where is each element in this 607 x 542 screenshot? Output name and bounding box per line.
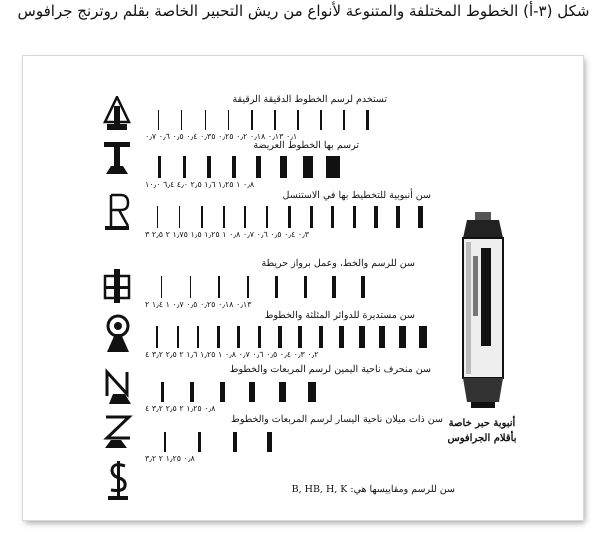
- right-slant-nib-icon: [103, 368, 133, 408]
- ink-stroke-sample: [237, 326, 240, 348]
- row-1-strokes: [147, 110, 379, 130]
- ink-stroke-sample: [247, 276, 249, 298]
- ink-stroke-sample: [374, 206, 378, 228]
- ink-stroke-sample: [197, 326, 199, 348]
- ink-stroke-sample: [179, 206, 180, 228]
- ink-stroke-sample: [304, 276, 307, 298]
- broad-t-nib-icon: [103, 140, 131, 176]
- row-label-4: سن للرسم والخط، وعمل برواز حريطة: [261, 258, 415, 269]
- ink-stroke-sample: [233, 432, 237, 452]
- ink-stroke-sample: [320, 110, 322, 130]
- row-5-strokes: [147, 326, 433, 348]
- ink-stroke-sample: [339, 326, 344, 348]
- ink-stroke-sample: [298, 326, 302, 348]
- row-6-strokes: [147, 382, 327, 402]
- ink-stroke-sample: [218, 276, 220, 298]
- row-label-3: سن أنبوبية للتخطيط بها في الاستنسل: [282, 190, 431, 201]
- row-label-2: ترسم بها الخطوط العريضة: [253, 140, 359, 151]
- ink-stroke-sample: [274, 110, 276, 130]
- ink-stroke-sample: [279, 382, 286, 402]
- round-nib-icon: [103, 314, 133, 354]
- row-label-7: سن ذات ميلان ناحية اليسار لرسم المربعات والخطوط: [231, 414, 443, 425]
- ink-stroke-sample: [297, 110, 299, 130]
- ink-stroke-sample: [343, 110, 345, 130]
- row-sizes-3: ٠٫٣ ٠٫٤ ٠٫٥ ٠٫٦ ٠٫٧ ٠٫٨ ١ ١٫٢٥ ١٫٥ ١٫٧٥ ٢ ٢٫٥ ٣: [145, 230, 310, 239]
- ink-stroke-sample: [181, 110, 182, 130]
- ink-stroke-sample: [303, 156, 313, 178]
- ink-stroke-sample: [249, 382, 255, 402]
- pencil-nib-icon: [105, 460, 131, 502]
- ink-stroke-sample: [223, 206, 225, 228]
- row-sizes-4: ٠٫١٣ ٠٫١٨ ٠٫٢٥ ٠٫٥ ٠٫٧ ١ ١٫٤ ٢: [145, 300, 252, 309]
- ink-stroke-sample: [332, 276, 336, 298]
- ink-stroke-sample: [267, 432, 272, 452]
- stencil-nib-icon: [103, 192, 131, 232]
- ink-stroke-sample: [319, 326, 323, 348]
- figure-plate: [23, 56, 583, 520]
- ink-stroke-sample: [379, 326, 385, 348]
- ink-stroke-sample: [161, 276, 162, 298]
- row-sizes-5: ٠٫٢ ٠٫٣ ٠٫٤ ٠٫٥ ٠٫٦ ٠٫٧ ٠٫٨ ١ ١٫٢٥ ١٫٦ ٢ ٢٫٥ ٣٫٢ ٤: [145, 350, 319, 359]
- ink-stroke-sample: [308, 382, 316, 402]
- ink-stroke-sample: [183, 156, 186, 178]
- ink-stroke-sample: [190, 276, 191, 298]
- ink-stroke-sample: [359, 326, 365, 348]
- ink-stroke-sample: [278, 326, 282, 348]
- ink-stroke-sample: [399, 326, 406, 348]
- ink-tube-icon: [453, 212, 513, 412]
- ink-stroke-sample: [275, 276, 278, 298]
- ink-tube-caption-line-2: بأقلام الجرافوس: [447, 433, 517, 444]
- ink-stroke-sample: [251, 110, 253, 130]
- ink-stroke-sample: [258, 326, 261, 348]
- ink-stroke-sample: [158, 156, 161, 178]
- row-3-strokes: [147, 206, 431, 228]
- row-label-5: سن مستديرة للدوائر المثلثة والخطوط: [264, 310, 415, 321]
- ink-stroke-sample: [177, 326, 179, 348]
- row-sizes-2: ٠٫٨ ١ ١٫٢٥ ١٫٦ ٢٫٥ ٤٫٠ ٦٫٤ ١٠٫٠: [145, 180, 255, 189]
- ink-stroke-sample: [396, 206, 400, 228]
- row-4-strokes: [147, 276, 377, 298]
- figure-caption: شكل (٣-أ) الخطوط المختلفة والمتنوعة لأنواع من ريش التحبير الخاصة بقلم روترنج جرافوس: [17, 2, 590, 20]
- fine-point-nib-icon: [103, 96, 131, 132]
- row-2-strokes: [147, 156, 345, 178]
- row-label-6: سن منحرف ناحية اليمين لرسم المربعات والخطوط: [229, 364, 431, 375]
- ink-stroke-sample: [220, 382, 225, 402]
- ink-stroke-sample: [217, 326, 220, 348]
- ink-stroke-sample: [266, 206, 268, 228]
- ink-stroke-sample: [361, 276, 365, 298]
- ink-stroke-sample: [232, 156, 236, 178]
- row-7-strokes: [147, 432, 287, 452]
- ink-stroke-sample: [205, 110, 206, 130]
- ink-stroke-sample: [164, 432, 166, 452]
- row-label-1: تستخدم لرسم الخطوط الدقيقة الرقيقة: [232, 94, 387, 105]
- ink-stroke-sample: [310, 206, 313, 228]
- ink-stroke-sample: [157, 206, 158, 228]
- ink-stroke-sample: [156, 326, 158, 348]
- ink-stroke-sample: [207, 156, 211, 178]
- ink-stroke-sample: [244, 206, 246, 228]
- left-slant-nib-icon: [103, 412, 133, 452]
- row-sizes-6: ٠٫٨ ١٫٢٥ ٢ ٢٫٥ ٣٫٢ ٤: [145, 404, 216, 413]
- ink-stroke-sample: [161, 382, 164, 402]
- ink-stroke-sample: [256, 156, 261, 178]
- ink-stroke-sample: [418, 206, 423, 228]
- ink-stroke-sample: [419, 326, 427, 348]
- ink-stroke-sample: [366, 110, 369, 130]
- ink-stroke-sample: [201, 206, 203, 228]
- row-label-8: سن للرسم ومقاييسها هي: B, HB, H, K: [291, 484, 455, 495]
- row-sizes-7: ٠٫٨ ١٫٢٥ ٢ ٣٫٢: [145, 454, 195, 463]
- ink-stroke-sample: [288, 206, 291, 228]
- ink-stroke-sample: [198, 432, 201, 452]
- ink-stroke-sample: [353, 206, 356, 228]
- ink-stroke-sample: [158, 110, 159, 130]
- border-nib-icon: [101, 268, 133, 304]
- ink-stroke-sample: [190, 382, 194, 402]
- ink-stroke-sample: [280, 156, 287, 178]
- ink-stroke-sample: [228, 110, 229, 130]
- ink-stroke-sample: [326, 156, 340, 178]
- row-sizes-1: ٠٫١ ٠٫١٣ ٠٫١٨ ٠٫٢ ٠٫٢٥ ٠٫٣٥ ٠٫٤ ٠٫٥ ٠٫٦ ٠٫٧: [145, 132, 298, 141]
- ink-tube-caption: [437, 416, 527, 446]
- ink-tube-caption-line-1: أنبوبة حبر خاصة: [448, 418, 516, 429]
- ink-stroke-sample: [331, 206, 334, 228]
